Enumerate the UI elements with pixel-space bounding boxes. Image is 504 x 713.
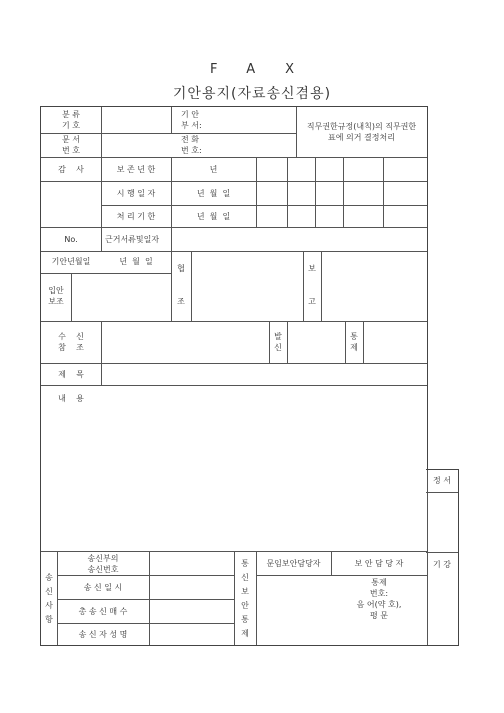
send-no-label: 송신부의 송신번호 bbox=[87, 554, 119, 574]
comm-security-label: 통 신 보 안 통 제 bbox=[241, 559, 249, 638]
retention-label: 보 존 년 한 bbox=[116, 165, 156, 174]
doc-security-label: 문임보안담당자 bbox=[266, 559, 321, 568]
audit-label: 감 사 bbox=[58, 165, 84, 174]
draft-date-label: 기안년월일 bbox=[51, 257, 91, 266]
row-divider bbox=[57, 575, 234, 576]
row-divider bbox=[41, 251, 427, 252]
row-divider bbox=[57, 623, 234, 624]
drafter-label: 기 안 부 서: bbox=[181, 110, 202, 130]
security-officer-label: 보 안 담 당 자 bbox=[354, 559, 404, 568]
side-panel bbox=[426, 469, 459, 646]
class-label: 분 류 기 호 bbox=[62, 110, 80, 130]
col-divider bbox=[256, 157, 257, 227]
col-divider bbox=[171, 107, 172, 133]
phone-label: 전 화 번 호: bbox=[181, 135, 202, 155]
exec-date-label: 시 행 일 자 bbox=[116, 189, 156, 198]
row-divider bbox=[256, 575, 427, 576]
row-divider bbox=[426, 552, 458, 553]
authority-text: 직무권한규정(내칙)의 직무권한 표에 의거 결정처리 bbox=[306, 122, 417, 142]
fax-title: FAX bbox=[209, 62, 325, 77]
row-divider bbox=[41, 227, 427, 228]
col-divider bbox=[343, 157, 344, 227]
col-divider bbox=[363, 321, 364, 363]
form-frame bbox=[40, 106, 428, 646]
send-date-label: 송 신 일 시 bbox=[83, 583, 123, 592]
report-label: 보 고 bbox=[308, 264, 316, 306]
col-divider bbox=[101, 107, 102, 251]
col-divider bbox=[149, 551, 150, 645]
row-divider bbox=[426, 492, 458, 493]
col-divider bbox=[191, 251, 192, 321]
row-divider bbox=[41, 363, 427, 364]
clean-copy-label: 정 서 bbox=[433, 476, 451, 485]
subject-label: 제 목 bbox=[58, 370, 84, 379]
docno-label: 문 서 번 호 bbox=[62, 135, 80, 155]
draft-date-value: 년 월 일 bbox=[119, 257, 153, 266]
proc-date-label: 처 리 기 한 bbox=[116, 212, 156, 221]
no-label: No. bbox=[64, 235, 78, 244]
proc-date-value: 년 월 일 bbox=[196, 212, 231, 221]
sender-name-label: 송 신 자 성 명 bbox=[78, 630, 128, 639]
row-divider bbox=[57, 599, 234, 600]
col-divider bbox=[287, 321, 288, 363]
control-label: 통 제 bbox=[350, 332, 358, 352]
total-pages-label: 총 송 신 매 수 bbox=[78, 607, 128, 616]
col-divider bbox=[315, 157, 316, 227]
send-items-label: 송 신 사 항 bbox=[45, 573, 53, 624]
col-divider bbox=[71, 273, 72, 321]
row-divider bbox=[41, 321, 427, 322]
row-divider bbox=[41, 273, 171, 274]
row-divider bbox=[41, 181, 427, 182]
basis-label: 근거서류및일자 bbox=[105, 235, 160, 244]
row-divider bbox=[41, 385, 427, 386]
retention-unit: 년 bbox=[209, 165, 218, 174]
row-divider bbox=[101, 205, 427, 206]
body-label: 내 용 bbox=[58, 394, 84, 403]
review-label: 입안 보조 bbox=[48, 286, 64, 306]
recv-label: 수 신 참 조 bbox=[58, 332, 84, 352]
col-divider bbox=[101, 321, 102, 385]
exec-date-value: 년 월 일 bbox=[196, 189, 231, 198]
col-divider bbox=[287, 157, 288, 227]
coop-label: 협 조 bbox=[177, 264, 185, 306]
send-label: 발 신 bbox=[274, 332, 282, 352]
control-no-text: 통제 번호: 음 어(약 호), 평 문 bbox=[356, 578, 402, 620]
form-subtitle: 기안용지(자료송신겸용) bbox=[172, 86, 332, 102]
col-divider bbox=[383, 157, 384, 227]
row-divider bbox=[41, 157, 427, 158]
col-divider bbox=[321, 251, 322, 321]
seal-label: 기 강 bbox=[433, 560, 451, 569]
